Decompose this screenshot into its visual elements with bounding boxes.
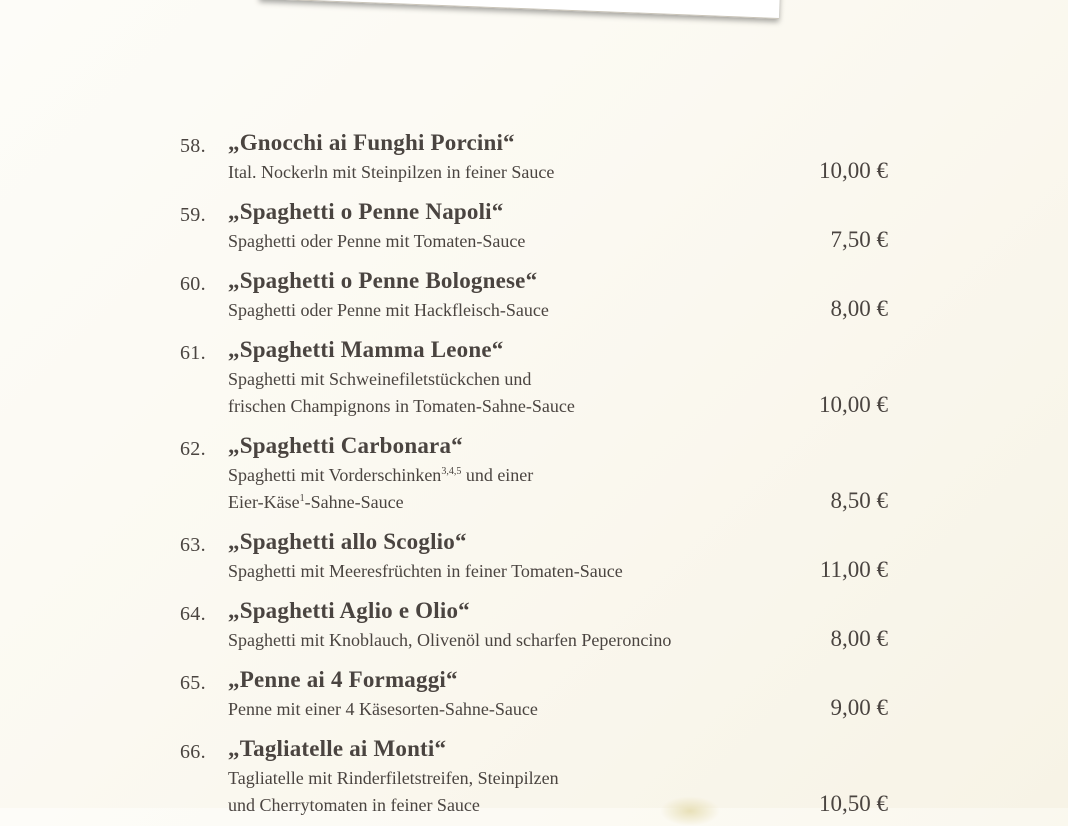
item-price: 11,00 €: [819, 557, 888, 582]
desc-text: Eier-Käse: [228, 492, 300, 512]
desc-text: und einer: [461, 465, 534, 485]
item-description: Ital. Nockerln mit Steinpilzen in feiner Sauce: [228, 162, 555, 182]
item-description: Spaghetti oder Penne mit Tomaten-Sauce: [228, 231, 526, 251]
item-number: 59.: [180, 204, 206, 226]
allergen-superscript: 1: [299, 493, 305, 504]
item-title: „Penne ai 4 Formaggi“: [228, 667, 458, 692]
item-price: 8,00 €: [830, 296, 888, 321]
item-price: 10,00 €: [819, 392, 888, 417]
item-number: 60.: [180, 273, 206, 295]
item-description-line2: frischen Champignons in Tomaten-Sahne-Sauce: [228, 396, 575, 416]
item-title: „Spaghetti Mamma Leone“: [228, 337, 504, 362]
item-description-line2: und Cherrytomaten in feiner Sauce: [228, 795, 480, 815]
desc-text: -Sahne-Sauce: [304, 492, 404, 512]
menu-card-edge: [259, 0, 780, 19]
item-description: Spaghetti mit Knoblauch, Olivenöl und scharfen Peperoncino: [228, 630, 672, 650]
item-description: Spaghetti mit Meeresfrüchten in feiner Tomaten-Sauce: [228, 561, 623, 581]
item-title: „Spaghetti o Penne Napoli“: [228, 199, 504, 224]
item-title: „Spaghetti o Penne Bolognese“: [228, 268, 538, 293]
item-price: 8,50 €: [830, 488, 888, 513]
item-title: „Gnocchi ai Funghi Porcini“: [228, 130, 515, 155]
item-number: 58.: [180, 135, 206, 157]
item-price: 10,00 €: [819, 158, 888, 183]
allergen-superscript: 3,4,5: [441, 466, 462, 477]
item-price: 9,00 €: [830, 695, 888, 720]
item-number: 66.: [180, 741, 206, 763]
item-title: „Spaghetti allo Scoglio“: [228, 529, 467, 554]
item-number: 64.: [180, 603, 206, 625]
desc-text: Spaghetti mit Vorderschinken: [228, 465, 442, 485]
item-description-line1: [228, 465, 533, 486]
item-description-line2: [228, 492, 404, 513]
item-title: „Spaghetti Carbonara“: [228, 433, 463, 458]
decorative-pasta-image: [660, 796, 720, 826]
item-description-line1: Tagliatelle mit Rinderfiletstreifen, Steinpilzen: [228, 768, 559, 788]
item-description-line1: Spaghetti mit Schweinefiletstückchen und: [228, 369, 532, 389]
item-title: „Spaghetti Aglio e Olio“: [228, 598, 470, 623]
item-description: Penne mit einer 4 Käsesorten-Sahne-Sauce: [228, 699, 538, 719]
item-price: 7,50 €: [830, 227, 888, 252]
item-price: 10,50 €: [819, 791, 888, 816]
item-number: 65.: [180, 672, 206, 694]
item-description: Spaghetti oder Penne mit Hackfleisch-Sauce: [228, 300, 549, 320]
item-number: 62.: [180, 438, 206, 460]
item-number: 63.: [180, 534, 206, 556]
item-title: „Tagliatelle ai Monti“: [228, 736, 447, 761]
item-price: 8,00 €: [830, 626, 888, 651]
item-number: 61.: [180, 342, 206, 364]
